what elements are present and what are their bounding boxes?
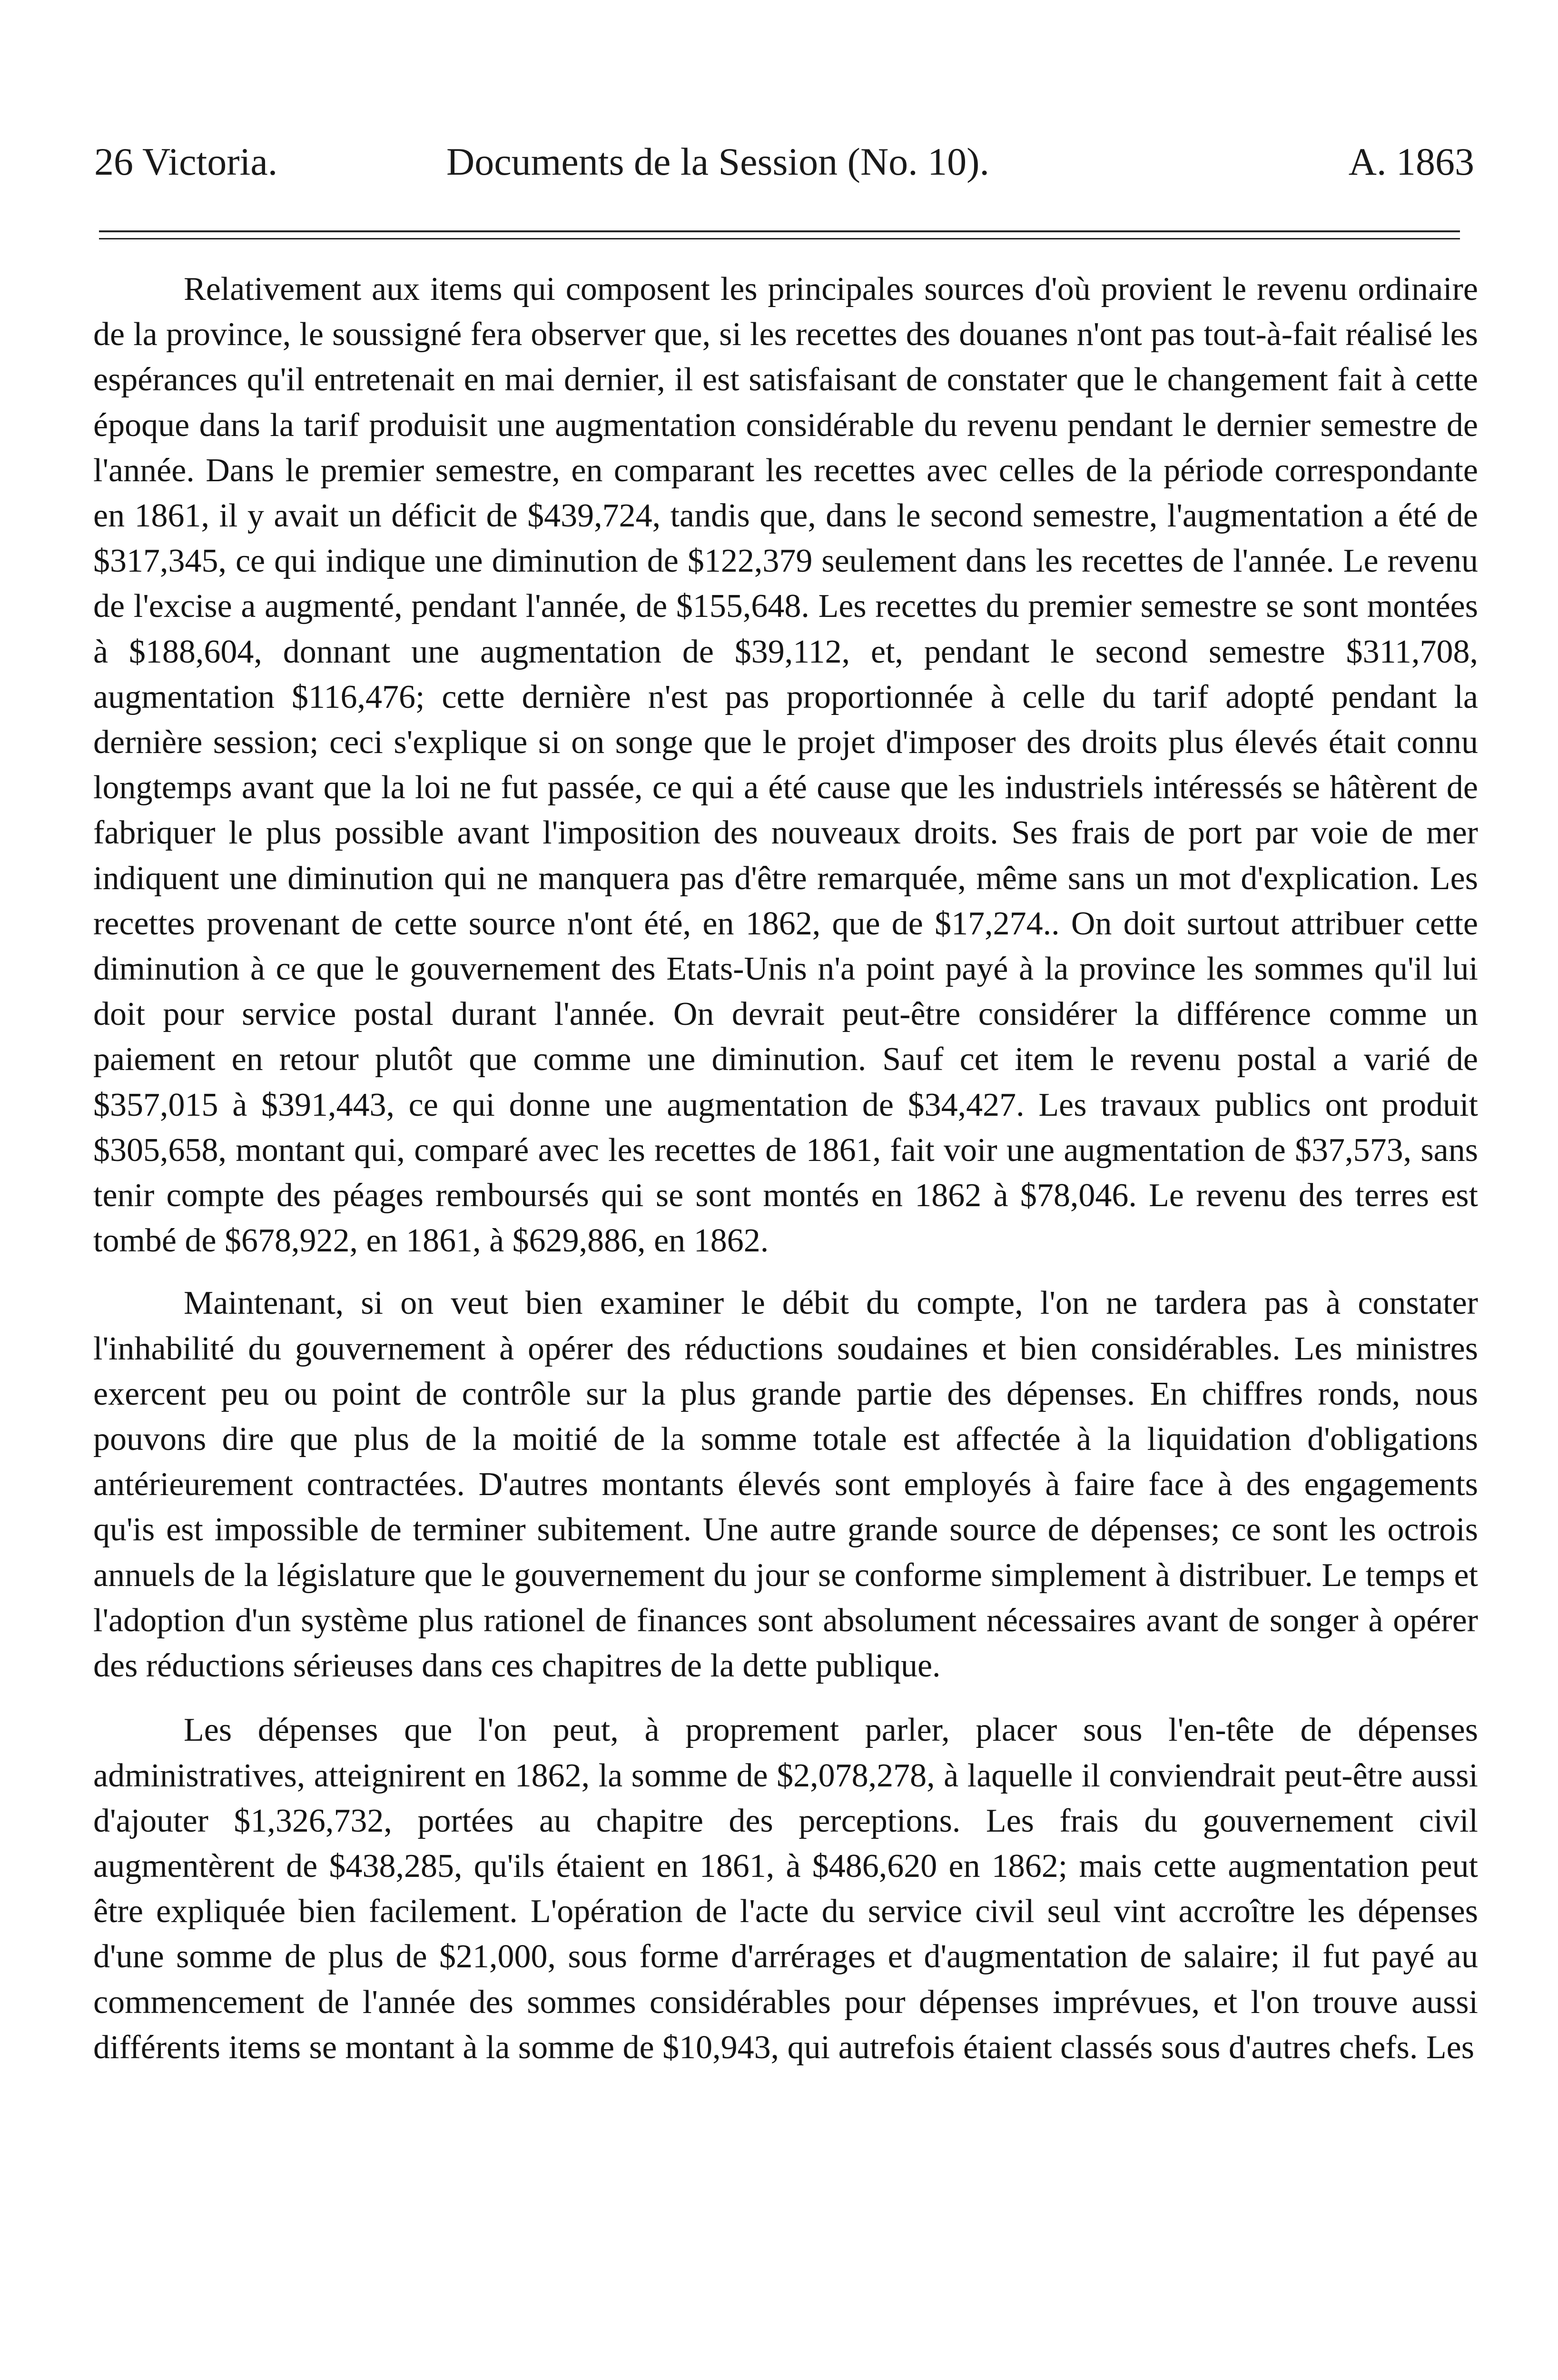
header-year: A. 1863 <box>1348 140 1474 183</box>
paragraph-expenditure-account: Maintenant, si on veut bien examiner le débit du compte, l'on ne tardera pas à constater l'inhabilité du gouvernement à opérer des réductions soudaines et bien considérables. Les ministres exercent peu ou point de contrôle sur la plus grande partie des dépenses. En chiffres ronds, nous pouvons dire que plus de la moitié de la somme totale est affectée à la liquidation d'obligations antérieurement contractées. D'autres montants élevés sont employés à faire face à des engagements qu'is est impossible de terminer subitement. Une autre grande source de dépenses; ce sont les octrois annuels de la législature que le gouvernement du jour se conforme simplement à distribuer. Le temps et l'adoption d'un système plus rationel de finances sont absolument nécessaires avant de songer à opérer des réductions sérieuses dans ces chapitres de la dette publique. <box>93 1285 1478 1685</box>
paragraph-administrative-expenses: Les dépenses que l'on peut, à proprement parler, placer sous l'en-tête de dépenses administratives, atteignirent en 1862, la somme de $2,078,278, à laquelle il conviendrait peut-être aussi d'ajouter $1,326,732, portées au chapitre des perceptions. Les frais du gouvernement civil augmentèrent de $438,285, qu'ils étaient en 1861, à $486,620 en 1862; mais cette augmentation peut être expliquée bien facilement. L'opération de l'acte du service civil seul vint accroître les dépenses d'une somme de plus de $21,000, sous forme d'arrérages et d'augmentation de salaire; il fut payé au commencement de l'année des sommes considérables pour dépenses imprévues, et l'on trouve aussi différents items se montant à la somme de $10,943, qui autrefois étaient classés sous d'autres chefs. Les <box>93 1712 1478 2066</box>
header-session-year: 26 Victoria. <box>94 140 278 183</box>
header-rule-top <box>99 230 1460 232</box>
header-document-title: Documents de la Session (No. 10). <box>446 140 989 183</box>
page-header <box>94 136 1474 188</box>
header-rule-bottom <box>99 238 1460 239</box>
document-body <box>93 267 1478 2083</box>
paragraph-revenue-sources: Relativement aux items qui composent les principales sources d'où provient le revenu ordinaire de la province, le soussigné fera observer que, si les recettes des douanes n'ont pas tout-à-fait réalisé les espérances qu'il entretenait en mai dernier, il est satisfaisant de constater que le changement fait à cette époque dans la tarif produisit une augmentation considérable du revenu pendant le dernier semestre de l'année. Dans le premier semestre, en comparant les recettes avec celles de la période correspondante en 1861, il y avait un déficit de $439,724, tandis que, dans le second semestre, l'augmentation a été de $317,345, ce qui indique une diminution de $122,379 seulement dans les recettes de l'année. Le revenu de l'excise a augmenté, pendant l'année, de $155,648. Les recettes du premier semestre se sont montées à $188,604, donnant une augmentation de $39,112, et, pendant le second semestre $311,708, augmentation $116,476; cette dernière n'est pas proportionnée à celle du tarif adopté pendant la dernière session; ceci s'explique si on songe que le projet d'imposer des droits plus élevés était connu longtemps avant que la loi ne fut passée, ce qui a été cause que les industriels intéressés se hâtèrent de fabriquer le plus possible avant l'imposition des nouveaux droits. Ses frais de port par voie de mer indiquent une diminution qui ne manquera pas d'être remarquée, même sans un mot d'explication. Les recettes provenant de cette source n'ont été, en 1862, que de $17,274.. On doit surtout attribuer cette diminution à ce que le gouvernement des Etats-Unis n'a point payé à la province les sommes qu'il lui doit pour service postal durant l'année. On devrait peut-être considérer la différence comme un paiement en retour plutôt que comme une diminution. Sauf cet item le revenu postal a varié de $357,015 à $391,443, ce qui donne une augmentation de $34,427. Les travaux publics ont produit $305,658, montant qui, comparé avec les recettes de 1861, fait voir une augmentation de $37,573, sans tenir compte des péages remboursés qui se sont montés en 1862 à $78,046. Le revenu des terres est tombé de $678,922, en 1861, à $629,886, en 1862. <box>93 271 1478 1259</box>
